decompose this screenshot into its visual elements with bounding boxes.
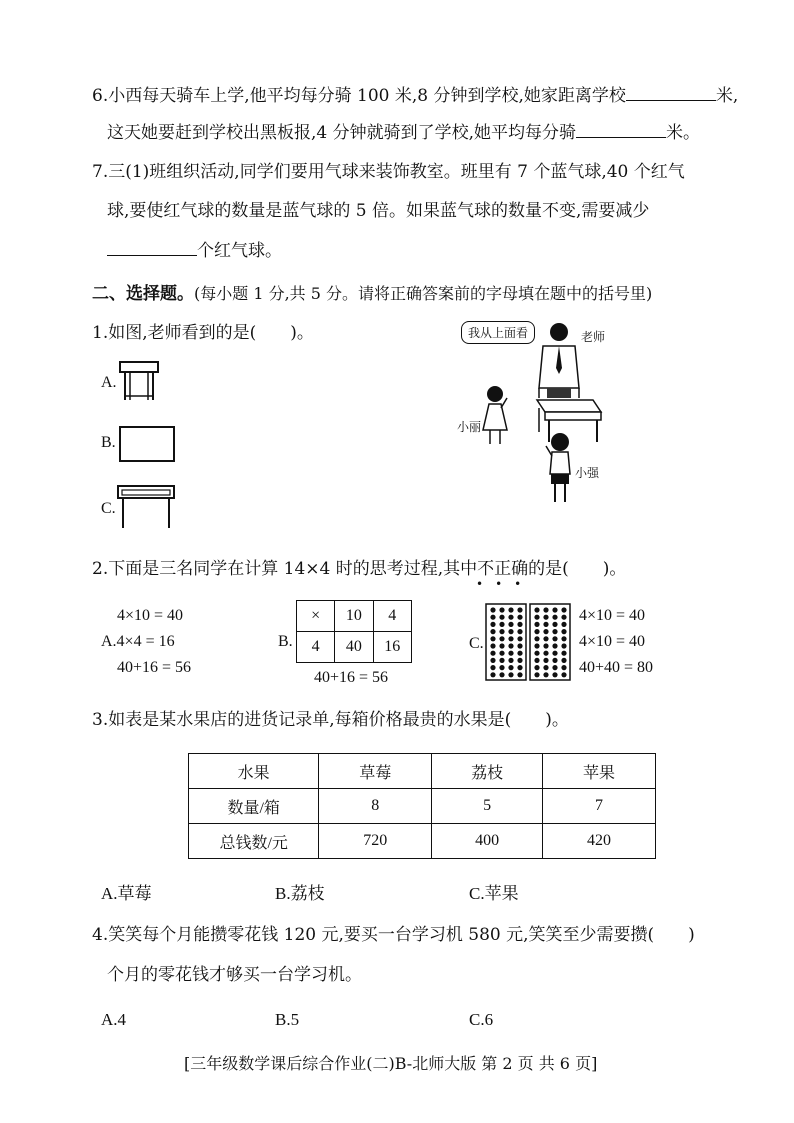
mc3-option-a[interactable]: A.草莓 — [101, 884, 152, 903]
table-row: 数量/箱 8 5 7 — [189, 789, 656, 824]
dot — [543, 622, 548, 627]
dot — [508, 622, 513, 627]
dot — [517, 636, 522, 641]
dot — [517, 658, 522, 663]
dot — [499, 607, 504, 612]
dot — [534, 607, 539, 612]
dot — [534, 658, 539, 663]
dot — [508, 651, 513, 656]
section2-heading: 二、选择题。(每小题 1 分,共 5 分。请将正确答案前的字母填在题中的括号里) — [92, 284, 653, 304]
mc2-b-sum: 40+16 = 56 — [314, 669, 389, 686]
mc2-a-line3: 40+16 = 56 — [117, 659, 192, 676]
dot — [490, 636, 495, 641]
dot — [534, 629, 539, 634]
mc2-c-label: C. — [469, 635, 484, 652]
dot — [561, 658, 566, 663]
dot — [490, 672, 495, 677]
dot — [499, 643, 504, 648]
q7-line3: 个红气球。 — [107, 239, 282, 262]
dot — [543, 615, 548, 620]
dot — [499, 636, 504, 641]
dot — [543, 643, 548, 648]
q6-line2: 这天她要赶到学校出黑板报,4 分钟就骑到了学校,她平均每分骑 米。 — [107, 123, 701, 143]
girl-label: 小丽 — [457, 420, 482, 434]
dot — [499, 651, 504, 656]
dot — [561, 607, 566, 612]
dot — [508, 629, 513, 634]
dot — [508, 658, 513, 663]
dot — [490, 615, 495, 620]
mc2-a-line2: A.4×4 = 16 — [101, 633, 175, 650]
dot — [543, 636, 548, 641]
dot — [552, 607, 557, 612]
dot — [508, 672, 513, 677]
q7-blank[interactable] — [107, 239, 197, 256]
teacher-label: 老师 — [581, 330, 606, 344]
dot — [517, 643, 522, 648]
q7-line1: 7.三(1)班组织活动,同学们要用气球来装饰教室。班里有 7 个蓝气球,40 个红气 — [92, 162, 685, 182]
dot — [508, 643, 513, 648]
mc2-a-line1: 4×10 = 40 — [117, 607, 184, 624]
table-row: 总钱数/元 720 400 420 — [189, 824, 656, 859]
dot — [499, 658, 504, 663]
speech-bubble: 我从上面看 — [461, 321, 535, 344]
dot — [552, 622, 557, 627]
mc3-fruit-table — [188, 753, 656, 859]
dot — [508, 665, 513, 670]
dot — [490, 658, 495, 663]
dot — [561, 622, 566, 627]
q6-line1: 6.小西每天骑车上学,他平均每分骑 100 米,8 分钟到学校,她家距离学校 米, — [92, 86, 739, 106]
mc4-option-a[interactable]: A.4 — [101, 1010, 127, 1029]
dot — [561, 651, 566, 656]
dot — [552, 651, 557, 656]
dot — [552, 665, 557, 670]
mc1-option-b-rectangle-icon — [118, 425, 176, 465]
mc1-option-a-label: A. — [101, 374, 117, 391]
dot — [499, 622, 504, 627]
dot — [490, 665, 495, 670]
dot — [517, 615, 522, 620]
mc2-c-dot-array-icon — [484, 602, 572, 682]
dot — [517, 607, 522, 612]
mc2-c-line3: 40+40 = 80 — [579, 659, 654, 676]
dot — [534, 615, 539, 620]
mc1-option-c-desk-side-icon — [116, 484, 176, 530]
mc3-option-c[interactable]: C.苹果 — [469, 884, 519, 903]
emphasis-dots: ••• — [476, 577, 534, 591]
dot — [552, 629, 557, 634]
mc1-option-c-label: C. — [101, 500, 116, 517]
dot — [561, 665, 566, 670]
dot — [534, 622, 539, 627]
dot — [517, 665, 522, 670]
dot — [552, 615, 557, 620]
dot — [543, 672, 548, 677]
table-row: × 10 4 — [297, 601, 412, 632]
dot — [543, 658, 548, 663]
dot — [490, 651, 495, 656]
mc4-line2: 个月的零花钱才够买一台学习机。 — [107, 965, 362, 985]
mc4-option-c[interactable]: C.6 — [469, 1010, 494, 1029]
dot — [561, 629, 566, 634]
dot — [490, 607, 495, 612]
mc2-c-line1: 4×10 = 40 — [579, 607, 646, 624]
dot — [543, 607, 548, 612]
dot — [499, 665, 504, 670]
mc3-option-b[interactable]: B.荔枝 — [275, 884, 325, 903]
mc2-b-multiplication-table — [296, 600, 412, 663]
mc2-b-label: B. — [278, 633, 293, 650]
dot — [517, 622, 522, 627]
table-row: 4 40 16 — [297, 632, 412, 663]
dot — [490, 622, 495, 627]
mc1-stem: 1.如图,老师看到的是( )。 — [92, 323, 314, 343]
page-footer: [三年级数学课后综合作业(二)B-北师大版 第 2 页 共 6 页] — [184, 1054, 598, 1073]
dot — [517, 651, 522, 656]
dot — [552, 672, 557, 677]
dot — [543, 665, 548, 670]
dot — [561, 636, 566, 641]
dot — [517, 672, 522, 677]
mc4-option-b[interactable]: B.5 — [275, 1010, 300, 1029]
mc2-stem: 2.下面是三名同学在计算 14×4 时的思考过程,其中不正确的是( )。 — [92, 559, 627, 579]
dot — [561, 672, 566, 677]
dot — [517, 629, 522, 634]
dot — [508, 636, 513, 641]
dot — [490, 629, 495, 634]
mc4-line1: 4.笑笑每个月能攒零花钱 120 元,要买一台学习机 580 元,笑笑至少需要攒( ) — [92, 925, 695, 945]
dot — [534, 636, 539, 641]
dot — [561, 615, 566, 620]
dot — [543, 629, 548, 634]
mc1-option-b-label: B. — [101, 434, 116, 451]
dot — [552, 643, 557, 648]
dot — [499, 629, 504, 634]
dot — [534, 672, 539, 677]
q6-blank-1[interactable] — [626, 84, 716, 101]
dot — [534, 651, 539, 656]
classroom-figures-icon — [455, 318, 655, 513]
dot — [534, 643, 539, 648]
dot — [552, 636, 557, 641]
dot — [534, 665, 539, 670]
dot — [543, 651, 548, 656]
dot — [499, 615, 504, 620]
dot — [561, 643, 566, 648]
dot — [508, 607, 513, 612]
table-header-row: 水果 草莓 荔枝 苹果 — [189, 754, 656, 789]
mc1-scene-illustration — [455, 318, 655, 513]
q6-blank-2[interactable] — [576, 121, 666, 138]
mc1-option-a-desk-front-icon — [118, 360, 160, 402]
dot — [552, 658, 557, 663]
dot — [499, 672, 504, 677]
dot — [490, 643, 495, 648]
q7-line2: 球,要使红气球的数量是蓝气球的 5 倍。如果蓝气球的数量不变,需要减少 — [107, 201, 650, 221]
dot — [508, 615, 513, 620]
mc3-stem: 3.如表是某水果店的进货记录单,每箱价格最贵的水果是( )。 — [92, 710, 569, 730]
boy-label: 小强 — [575, 466, 600, 480]
mc2-c-line2: 4×10 = 40 — [579, 633, 646, 650]
